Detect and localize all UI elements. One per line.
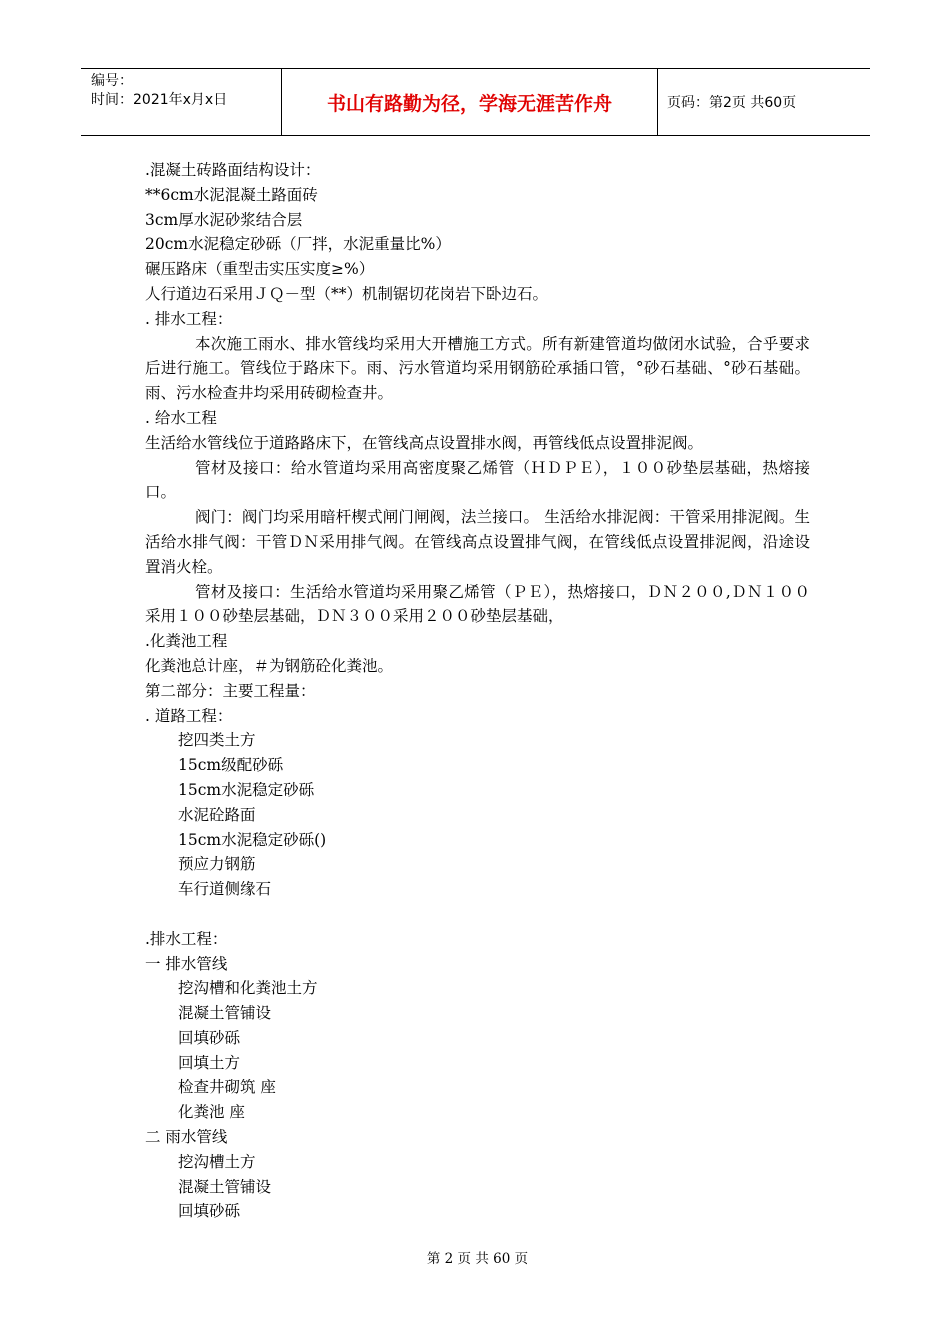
section-heading: . 排水工程： — [145, 309, 233, 328]
paragraph: 管材及接口：生活给水管道均采用聚乙烯管（ＰＥ），热熔接口，ＤＮ２００,ＤＮ１００采用１００砂垫层基础，ＤＮ３００采用２００砂垫层基础， — [145, 582, 810, 626]
blank-line — [145, 902, 810, 927]
list-item: 水泥砼路面 — [178, 805, 256, 824]
list-item: 检查井砌筑 座 — [178, 1078, 276, 1097]
list-item: 回填砂砾 — [178, 1202, 241, 1221]
list-item: 挖四类土方 — [178, 731, 256, 750]
page-header — [81, 68, 870, 136]
paragraph: 20cm水泥稳定砂砾（厂拌，水泥重量比%） — [145, 235, 451, 254]
paragraph: 本次施工雨水、排水管线均采用大开槽施工方式。所有新建管道均做闭水试验，合乎要求后进行施工。管线位于路床下。雨、污水管道均采用钢筋砼承插口管，°砂石基础、°砂石基础。雨、污水检查井均采用砖砌检查井。 — [145, 334, 810, 403]
section-heading: . 给水工程 — [145, 408, 217, 427]
paragraph: 人行道边石采用ＪＱ－型（**）机制锯切花岗岩下卧边石。 — [145, 284, 549, 303]
page-footer: 第 2 页 共 60 页 — [426, 1251, 529, 1267]
document-body — [145, 158, 810, 1224]
list-item: 混凝土管铺设 — [178, 1004, 272, 1023]
list-item: 预应力钢筋 — [178, 855, 256, 874]
document-number: 编号： — [91, 73, 133, 89]
document-date: 时间：2021年x月x日 — [91, 92, 228, 108]
list-item: 15cm级配砂砾 — [178, 756, 284, 775]
list-item: 车行道侧缘石 — [178, 880, 272, 899]
section-heading: .化粪池工程 — [145, 632, 228, 651]
list-item: 化粪池 座 — [178, 1103, 245, 1122]
list-item: 15cm水泥稳定砂砾() — [178, 830, 327, 849]
header-meta — [81, 69, 282, 135]
paragraph: 管材及接口：给水管道均采用高密度聚乙烯管（ＨＤＰＥ），１００砂垫层基础，热熔接口。 — [145, 458, 810, 502]
paragraph: 阀门：阀门均采用暗杆楔式闸门闸阀，法兰接口。 生活给水排泥阀：干管采用排泥阀。生活给水排气阀：干管ＤＮ采用排气阀。在管线高点设置排气阀，在管线低点设置排泥阀，沿途设置消火栓。 — [145, 508, 810, 576]
section-heading: 第二部分：主要工程量： — [145, 681, 316, 700]
subsection-heading: . 道路工程： — [145, 706, 233, 725]
list-item: 回填砂砾 — [178, 1028, 241, 1047]
list-item: 挖沟槽和化粪池土方 — [178, 979, 318, 998]
paragraph: .混凝土砖路面结构设计： — [145, 161, 321, 179]
list-heading: 二 雨水管线 — [145, 1128, 228, 1147]
paragraph: 3cm厚水泥砂浆结合层 — [145, 210, 303, 229]
paragraph: 碾压路床（重型击实压实度≥%） — [145, 260, 375, 279]
header-motto: 书山有路勤为径，学海无涯苦作舟 — [282, 69, 658, 135]
list-heading: 一 排水管线 — [145, 954, 228, 973]
paragraph: 化粪池总计座，＃为钢筋砼化粪池。 — [145, 656, 394, 675]
header-page-info: 页码：第2页 共60页 — [667, 95, 797, 111]
paragraph: 生活给水管线位于道路路床下，在管线高点设置排水阀，再管线低点设置排泥阀。 — [145, 433, 704, 452]
list-item: 挖沟槽土方 — [178, 1152, 256, 1171]
list-item: 回填土方 — [178, 1053, 241, 1072]
list-item: 混凝土管铺设 — [178, 1177, 272, 1196]
subsection-heading: .排水工程： — [145, 929, 228, 948]
paragraph: **6cm水泥混凝土路面砖 — [145, 185, 318, 204]
list-item: 15cm水泥稳定砂砾 — [178, 780, 315, 799]
